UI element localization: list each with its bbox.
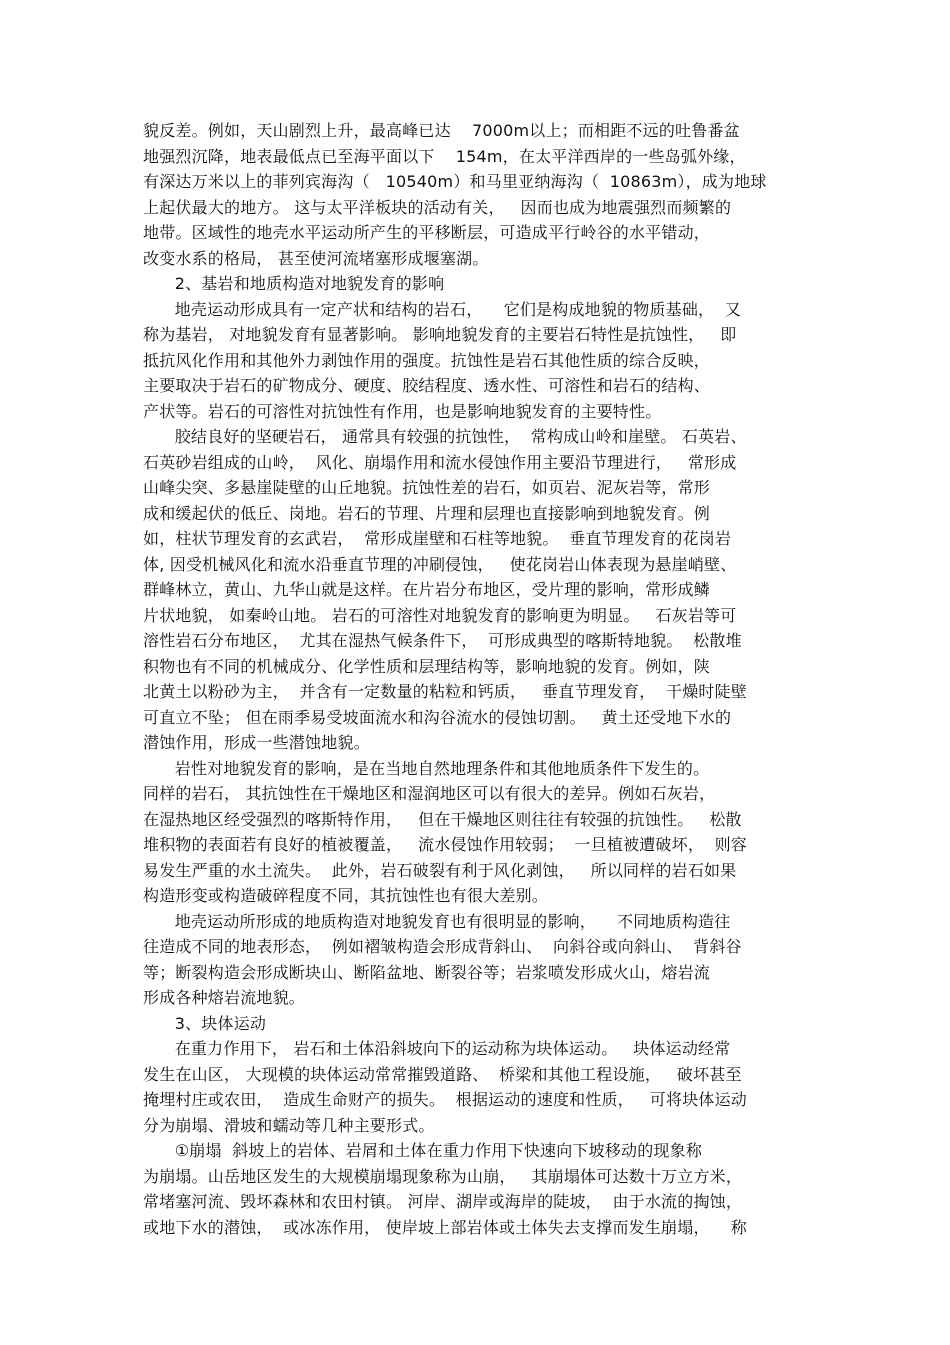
text-line: 为崩塌。山岳地区发生的大规模崩塌现象称为山崩， 其崩塌体可达数十万立方米， — [143, 1166, 743, 1186]
text-line: 往造成不同的地表形态， 例如褶皱构造会形成背斜山、 向斜谷或向斜山、 背斜谷 — [143, 937, 742, 956]
text-line: 形成各种熔岩流地貌。 — [143, 988, 306, 1007]
text-line: 在湿热地区经受强烈的喀斯特作用， 但在干燥地区则往往有较强的抗蚀性。 松散 — [143, 809, 742, 829]
text-line: 抵抗风化作用和其他外力剥蚀作用的强度。抗蚀性是岩石其他性质的综合反映， — [143, 350, 711, 370]
text-line: 易发生严重的水土流失。 此外，岩石破裂有利于风化剥蚀， 所以同样的岩石如果 — [143, 860, 737, 880]
text-line: 或地下水的潜蚀， 或冰冻作用， 使岸坡上部岩体或土体失去支撑而发生崩塌， 称 — [143, 1217, 748, 1237]
text-line: 掩埋村庄或农田， 造成生命财产的损失。 根据运动的速度和性质， 可将块体运动 — [143, 1090, 748, 1109]
text-line: 称为基岩， 对地貌发育有显著影响。 影响地貌发育的主要岩石特性是抗蚀性， 即 — [143, 325, 737, 344]
text-line: 山峰尖突、多悬崖陡壁的山丘地貌。抗蚀性差的岩石，如页岩、泥灰岩等，常形 — [143, 478, 711, 497]
text-line: 产状等。岩石的可溶性对抗蚀性有作用，也是影响地貌发育的主要特性。 — [143, 401, 662, 421]
text-line: 堆积物的表面若有良好的植被覆盖， 流水侵蚀作用较弱； 一旦植被遭破坏， 则容 — [143, 835, 748, 854]
text-line: 地壳运动形成具有一定产状和结构的岩石， 它们是构成地貌的物质基础， 又 — [143, 299, 742, 319]
text-line: 同样的岩石， 其抗蚀性在干燥地区和湿润地区可以有很大的差异。例如石灰岩， — [143, 784, 716, 803]
text-line: 北黄土以粉砂为主， 并含有一定数量的粘粒和钙质， 垂直节理发育， 干燥时陡壁 — [143, 682, 748, 701]
text-line: 貌反差。例如，天山剧烈上升，最高峰已达 7000m以上；而相距不远的吐鲁番盆 — [143, 121, 740, 140]
text-line: 溶性岩石分布地区， 尤其在湿热气候条件下， 可形成典型的喀斯特地貌。 松散堆 — [143, 631, 742, 650]
text-line: 岩性对地貌发育的影响，是在当地自然地理条件和其他地质条件下发生的。 — [143, 758, 710, 778]
text-line: 群峰林立，黄山、九华山就是这样。在片岩分布地区，受片理的影响，常形成鳞 — [143, 580, 711, 599]
body-text — [143, 118, 813, 1240]
text-line: 成和缓起伏的低丘、岗地。岩石的节理、片理和层理也直接影响到地貌发育。例 — [143, 503, 711, 523]
text-line: 构造形变或构造破碎程度不同，其抗蚀性也有很大差别。 — [143, 886, 549, 905]
text-line: ①崩塌 斜坡上的岩体、岩屑和土体在重力作用下快速向下坡移动的现象称 — [143, 1141, 703, 1160]
text-line: 上起伏最大的地方。 这与太平洋板块的活动有关， 因而也成为地震强烈而频繁的 — [143, 197, 732, 217]
text-line: 体, 因受机械风化和流水沿垂直节理的冲刷侵蚀， 使花岗岩山体表现为悬崖峭壁、 — [143, 554, 737, 574]
text-line: 地带。区域性的地壳水平运动所产生的平移断层，可造成平行岭谷的水平错动， — [143, 223, 711, 242]
text-line: 潜蚀作用，形成一些潜蚀地貌。 — [143, 733, 370, 752]
section-heading: 3、块体运动 — [143, 1013, 267, 1033]
text-line: 常堵塞河流、毁坏森林和农田村镇。 河岸、湖岸或海岸的陡坡， 由于水流的掏蚀， — [143, 1192, 743, 1211]
text-line: 地强烈沉降，地表最低点已至海平面以下 154m，在太平洋西岸的一些岛弧外缘， — [143, 146, 746, 166]
text-line: 地壳运动所形成的地质构造对地貌发育也有很明显的影响， 不同地质构造往 — [143, 911, 731, 931]
text-line: 分为崩塌、滑坡和蠕动等几种主要形式。 — [143, 1115, 435, 1135]
text-line: 片状地貌， 如秦岭山地。 岩石的可溶性对地貌发育的影响更为明显。 石灰岩等可 — [143, 605, 737, 625]
text-line: 有深达万米以上的菲列宾海沟（ 10540m）和马里亚纳海沟（ 10863m），成为地球 — [143, 172, 767, 191]
text-line: 石英砂岩组成的山岭， 风化、崩塌作用和流水侵蚀作用主要沿节理进行， 常形成 — [143, 452, 737, 472]
text-line: 在重力作用下， 岩石和土体沿斜坡向下的运动称为块体运动。 块体运动经常 — [143, 1039, 731, 1058]
text-line: 主要取决于岩石的矿物成分、硬度、胶结程度、透水性、可溶性和岩石的结构、 — [143, 376, 711, 395]
section-heading: 2、基岩和地质构造对地貌发育的影响 — [143, 274, 445, 293]
text-line: 等；断裂构造会形成断块山、断陷盆地、断裂谷等；岩浆喷发形成火山，熔岩流 — [143, 962, 711, 982]
text-line: 如，柱状节理发育的玄武岩， 常形成崖壁和石柱等地貌。 垂直节理发育的花岗岩 — [143, 529, 732, 548]
text-line: 胶结良好的坚硬岩石， 通常具有较强的抗蚀性， 常构成山岭和崖壁。 石英岩、 — [143, 427, 747, 446]
text-line: 发生在山区， 大现模的块体运动常常摧毁道路、 桥梁和其他工程设施， 破坏甚至 — [143, 1064, 742, 1084]
text-line: 积物也有不同的机械成分、化学性质和层理结构等，影响地貌的发育。例如，陕 — [143, 656, 711, 676]
text-line: 可直立不坠； 但在雨季易受坡面流水和沟谷流水的侵蚀切割。 黄土还受地下水的 — [143, 707, 732, 727]
text-line: 改变水系的格局， 甚至使河流堵塞形成堰塞湖。 — [143, 248, 489, 268]
